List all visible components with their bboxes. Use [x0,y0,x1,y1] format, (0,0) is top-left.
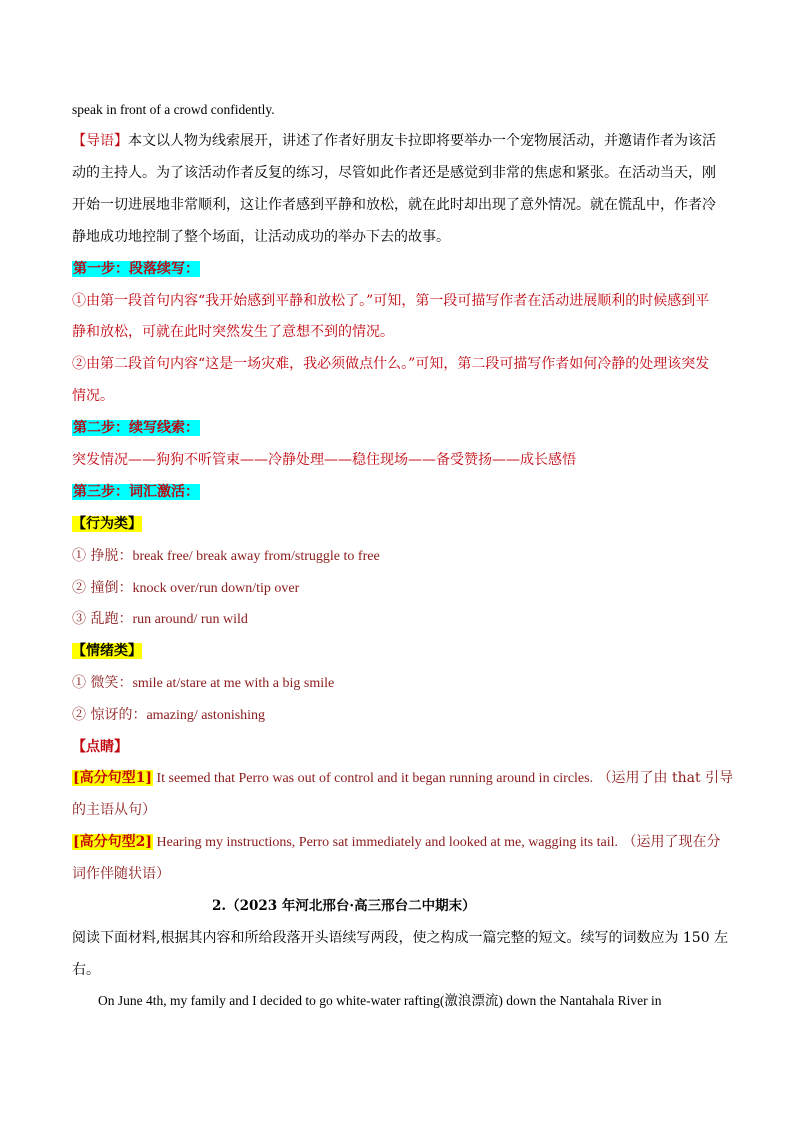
guide-line-1 [72,131,716,151]
step1-heading-row [72,259,200,279]
guide-line-4: 静地成功地控制了整个场面，让活动成功的举办下去的故事。 [72,229,450,245]
item-number: ③ [72,611,86,627]
question2-instr-line2: 右。 [72,962,100,978]
item-cn: 微笑： [90,675,133,691]
sentence-1-cn-a: （运用了由 that 引导 [597,770,734,786]
guide-tag: 【导语】 [72,133,128,149]
step1-heading: 第一步：段落续写： [73,261,199,277]
sentence-2-line2: 词作伴随状语） [72,866,170,882]
item-number: ② [72,580,86,596]
cat1-item-3 [72,609,248,630]
cat2-item-1 [72,673,334,694]
item-cn: 挣脱： [90,548,133,564]
item-number: ② [72,707,86,723]
sentence-1-tag: [高分句型1] [73,770,152,786]
step2-heading: 第二步：续写线索： [73,420,199,436]
step2-clue: 突发情况——狗狗不听管束——冷静处理——稳住现场——备受赞扬——成长感悟 [72,452,576,468]
item-en: smile at/stare at me with a big smile [132,676,335,691]
step3-heading: 第三步：词汇激活： [73,484,199,500]
sentence-1-line2: 的主语从句） [72,802,156,818]
cat2-heading: 【情绪类】 [72,643,142,659]
item-en: knock over/run down/tip over [132,581,300,596]
item-cn: 惊讶的： [90,707,147,723]
step2-heading-row [72,418,200,438]
sentence-2-en: Hearing my instructions, Perro sat immediately and looked at me, wagging its tail. [153,835,619,850]
sentence-1-line1 [72,768,733,789]
sentence-2-line1 [72,832,720,853]
step1-p1-line2: 静和放松，可就在此时突然发生了意想不到的情况。 [72,324,394,340]
item-en: run around/ run wild [132,612,248,627]
cat2-heading-row [72,641,142,661]
cat1-heading: 【行为类】 [72,516,142,532]
cat1-heading-row [72,514,142,534]
intro-tail: speak in front of a crowd confidently. [72,102,275,117]
sentence-1-en: It seemed that Perro was out of control and it began running around in circles. [153,771,594,786]
question2-title: 2.（2023 年河北邢台·高三邢台二中期末） [212,898,476,914]
step3-heading-row [72,482,200,502]
cat2-item-2 [72,705,265,726]
cat1-item-1 [72,546,380,567]
item-number: ① [72,548,86,564]
guide-line-2: 动的主持人。为了该活动作者反复的练习，尽管如此作者还是感觉到非常的焦虑和紧张。在活动当天，刚 [72,165,716,181]
guide-line-3: 开始一切进展地非常顺利，这让作者感到平静和放松，就在此时却出现了意外情况。就在慌乱中，作者冷 [72,197,716,213]
cat1-item-2 [72,578,299,599]
item-cn: 撞倒： [90,580,133,596]
question2-instr-line1: 阅读下面材料,根据其内容和所给段落开头语续写两段，使之构成一篇完整的短文。续写的词数应为 150 左 [72,930,729,946]
highlight-heading: 【点睛】 [72,739,128,755]
sentence-2-tag: [高分句型2] [73,834,152,850]
item-number: ① [72,675,86,691]
step1-p1-line1: ①由第一段首句内容“我开始感到平静和放松了。”可知，第一段可描写作者在活动进展顺利的时候感到平 [72,293,710,309]
sentence-2-cn-a: （运用了现在分 [622,834,721,850]
item-cn: 乱跑： [90,611,133,627]
step1-p2-line1: ②由第二段首句内容“这是一场灾难，我必须做点什么。”可知，第二段可描写作者如何冷静的处理该突发 [72,356,710,372]
item-en: break free/ break away from/struggle to free [132,549,380,564]
guide-text-1: 本文以人物为线索展开，讲述了作者好朋友卡拉即将要举办一个宠物展活动，并邀请作者为该活 [128,133,716,149]
step1-p2-line2: 情况。 [72,388,114,404]
item-en: amazing/ astonishing [146,708,266,723]
passage-line1: On June 4th, my family and I decided to go white-water rafting(激浪漂流) down the Nantahala River in [98,993,662,1008]
